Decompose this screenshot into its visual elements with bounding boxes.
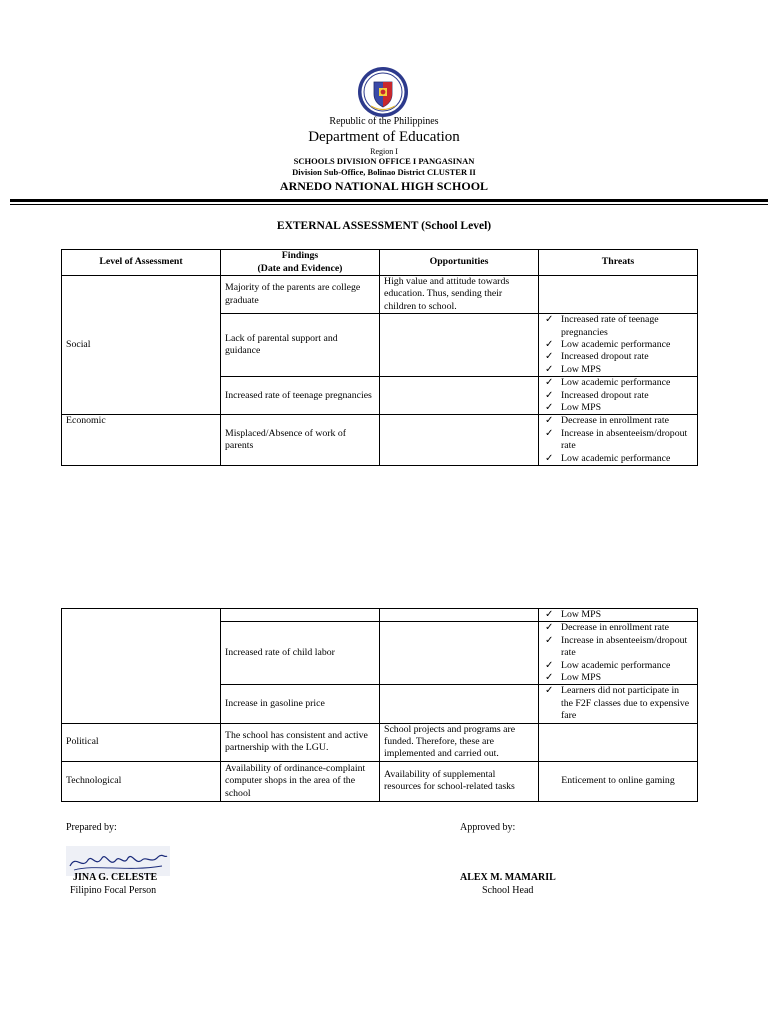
check-icon: ✓ bbox=[545, 685, 554, 697]
table-header-row bbox=[62, 250, 698, 276]
header-division: SCHOOLS DIVISION OFFICE I PANGASINAN bbox=[293, 156, 475, 166]
threat-text: Increase in absenteeism/dropout rate bbox=[561, 634, 688, 659]
threat-text: Increase in absenteeism/dropout rate bbox=[561, 427, 688, 452]
threats-cell bbox=[539, 276, 698, 314]
threat-item bbox=[543, 685, 693, 722]
header-findings bbox=[221, 250, 380, 276]
level-technological: Technological bbox=[62, 761, 221, 801]
check-icon: ✓ bbox=[545, 389, 554, 401]
threats-list bbox=[543, 685, 693, 722]
prepared-by-name: JINA G. CELESTE bbox=[73, 872, 158, 883]
prepared-by-title: Filipino Focal Person bbox=[70, 885, 157, 896]
threat-text: Decrease in enrollment rate bbox=[561, 415, 669, 427]
threat-item bbox=[543, 453, 693, 465]
check-icon: ✓ bbox=[545, 351, 554, 363]
threat-text: Low MPS bbox=[561, 609, 602, 620]
assessment-table-continued bbox=[61, 608, 698, 802]
threat-item bbox=[543, 660, 693, 672]
header-findings-line1: Findings bbox=[281, 250, 319, 262]
header-threats: Threats bbox=[539, 250, 698, 276]
threat-item bbox=[543, 339, 693, 351]
approved-by-label: Approved by: bbox=[460, 822, 516, 833]
opportunity-cell bbox=[380, 685, 539, 723]
header-suboffice: Division Sub-Office, Bolinao District CLUSTER II bbox=[292, 167, 476, 177]
finding-cell: Availability of ordinance-complaint computer shops in the area of the school bbox=[221, 761, 380, 801]
threat-item bbox=[543, 415, 693, 427]
finding-cell: Increased rate of child labor bbox=[221, 622, 380, 685]
threats-cell bbox=[539, 723, 698, 761]
threats-list bbox=[543, 622, 693, 684]
opportunity-cell bbox=[380, 377, 539, 415]
threat-text: Low academic performance bbox=[561, 659, 671, 671]
threats-cell: Enticement to online gaming bbox=[539, 761, 698, 801]
threat-item bbox=[543, 622, 693, 634]
opportunity-cell: School projects and programs are funded. Therefore, these are implemented and carried out. bbox=[380, 723, 539, 761]
document-title: EXTERNAL ASSESSMENT (School Level) bbox=[276, 220, 492, 232]
threat-text: Low academic performance bbox=[561, 452, 671, 464]
threat-item bbox=[543, 377, 693, 389]
header-department: Department of Education bbox=[308, 129, 460, 145]
threat-text: Low MPS bbox=[561, 402, 602, 414]
threat-text: Low MPS bbox=[561, 363, 602, 375]
threat-text: Decrease in enrollment rate bbox=[561, 622, 669, 634]
threat-text: Increased dropout rate bbox=[561, 389, 649, 401]
table-row bbox=[62, 276, 698, 314]
threats-cell bbox=[539, 377, 698, 415]
opportunity-cell: High value and attitude towards education. Thus, sending their children to school. bbox=[380, 276, 539, 314]
threat-text: Increased rate of teenage pregnancies bbox=[561, 314, 659, 338]
header-region: Region I bbox=[370, 147, 398, 156]
prepared-by-label: Prepared by: bbox=[66, 822, 117, 833]
assessment-table bbox=[61, 249, 698, 466]
threat-item bbox=[543, 390, 693, 402]
threats-cell bbox=[539, 622, 698, 685]
level-economic: Economic bbox=[62, 415, 221, 466]
threat-text: Low academic performance bbox=[561, 339, 671, 351]
threat-text: Increased dropout rate bbox=[561, 351, 649, 363]
check-icon: ✓ bbox=[545, 402, 554, 414]
header-republic: Republic of the Philippines bbox=[329, 116, 439, 127]
finding-cell: Misplaced/Absence of work of parents bbox=[221, 415, 380, 466]
threats-list bbox=[543, 377, 693, 414]
header-divider bbox=[10, 199, 768, 202]
check-icon: ✓ bbox=[545, 363, 554, 375]
header-level: Level of Assessment bbox=[62, 250, 221, 276]
finding-cell: Lack of parental support and guidance bbox=[221, 314, 380, 377]
threat-item bbox=[543, 402, 693, 414]
threat-item bbox=[543, 672, 693, 684]
opportunity-cell: Availability of supplemental resources for school-related tasks bbox=[380, 761, 539, 801]
threats-list bbox=[543, 314, 693, 376]
header-findings-line2: (Date and Evidence) bbox=[257, 262, 343, 274]
check-icon: ✓ bbox=[545, 452, 554, 464]
check-icon: ✓ bbox=[545, 634, 554, 646]
check-icon: ✓ bbox=[545, 377, 554, 389]
finding-cell: Increase in gasoline price bbox=[221, 685, 380, 723]
threats-cell bbox=[539, 314, 698, 377]
table-row bbox=[62, 609, 698, 622]
threats-list bbox=[543, 609, 693, 621]
level-political: Political bbox=[62, 723, 221, 761]
check-icon: ✓ bbox=[545, 659, 554, 671]
threats-cell bbox=[539, 685, 698, 723]
opportunity-cell bbox=[380, 622, 539, 685]
threat-text: Low MPS bbox=[561, 672, 602, 684]
deped-seal bbox=[357, 66, 409, 118]
check-icon: ✓ bbox=[545, 314, 554, 326]
header-divider-thin bbox=[10, 204, 768, 205]
threats-cell bbox=[539, 609, 698, 622]
check-icon: ✓ bbox=[545, 672, 554, 684]
level-social: Social bbox=[62, 276, 221, 415]
check-icon: ✓ bbox=[545, 415, 554, 427]
finding-cell: Increased rate of teenage pregnancies bbox=[221, 377, 380, 415]
check-icon: ✓ bbox=[545, 427, 554, 439]
finding-cell bbox=[221, 609, 380, 622]
opportunity-cell bbox=[380, 609, 539, 622]
opportunity-cell bbox=[380, 314, 539, 377]
finding-cell: Majority of the parents are college graduate bbox=[221, 276, 380, 314]
finding-cell: The school has consistent and active partnership with the LGU. bbox=[221, 723, 380, 761]
table-row bbox=[62, 761, 698, 801]
threat-item bbox=[543, 351, 693, 363]
level-economic-continued bbox=[62, 609, 221, 724]
threat-item bbox=[543, 364, 693, 376]
threat-item bbox=[543, 428, 693, 453]
check-icon: ✓ bbox=[545, 609, 554, 620]
threat-item bbox=[543, 635, 693, 660]
opportunity-cell bbox=[380, 415, 539, 466]
check-icon: ✓ bbox=[545, 622, 554, 634]
threats-cell bbox=[539, 415, 698, 466]
header-school: ARNEDO NATIONAL HIGH SCHOOL bbox=[279, 179, 489, 193]
approved-by-title: School Head bbox=[482, 885, 534, 896]
threat-item bbox=[543, 314, 693, 339]
threat-item bbox=[543, 609, 693, 621]
threats-list bbox=[543, 415, 693, 465]
threat-text: Learners did not participate in the F2F classes due to expensive fare bbox=[561, 685, 690, 722]
approved-by-name: ALEX M. MAMARIL bbox=[460, 872, 556, 883]
table-row bbox=[62, 723, 698, 761]
table-row bbox=[62, 415, 698, 466]
header-opportunities: Opportunities bbox=[380, 250, 539, 276]
threat-text: Low academic performance bbox=[561, 377, 671, 389]
check-icon: ✓ bbox=[545, 339, 554, 351]
